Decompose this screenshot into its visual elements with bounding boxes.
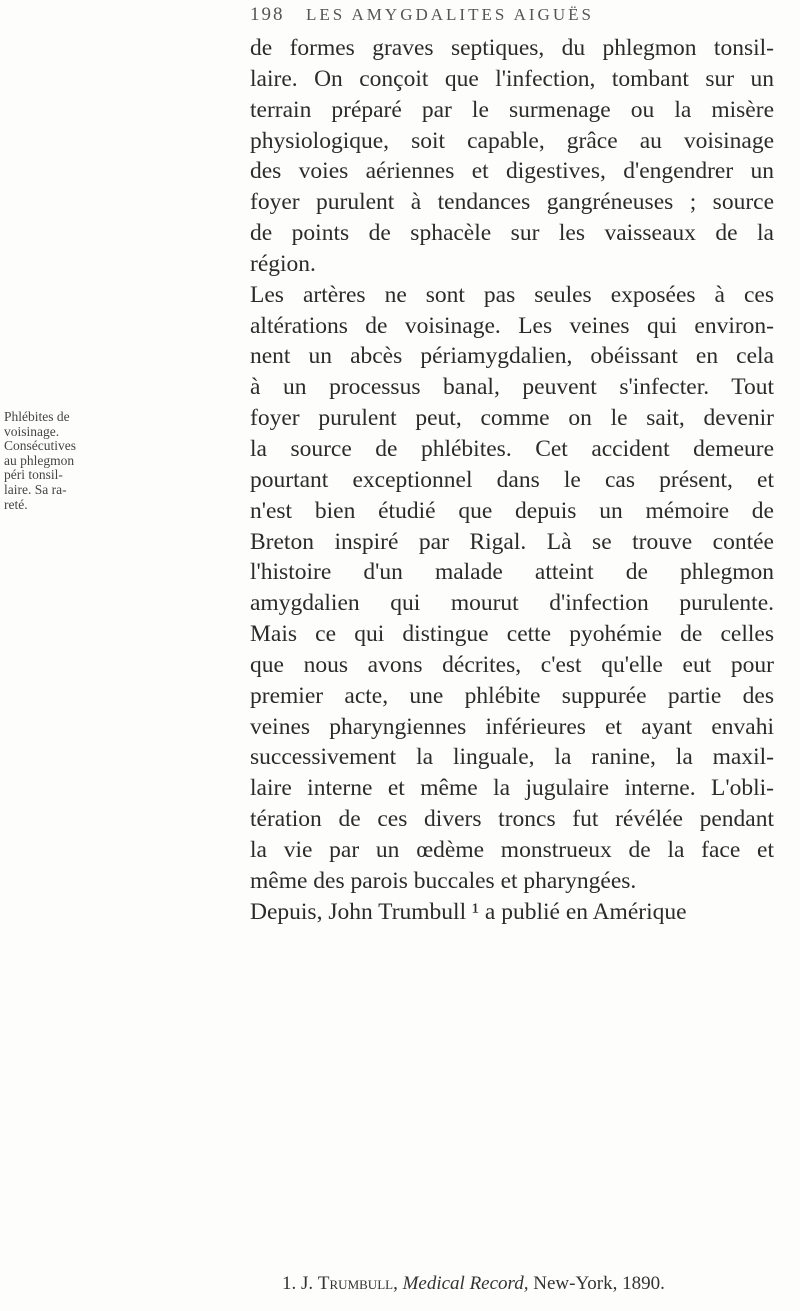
margin-note-line: reté. bbox=[4, 496, 28, 512]
text-line: de points de sphacèle sur les vaisseaux de la bbox=[250, 220, 774, 247]
text-line: amygdalien qui mourut d'infection purulente. bbox=[250, 590, 774, 617]
text-line: des voies aériennes et digestives, d'engendrer un bbox=[250, 158, 774, 185]
footnote-marker: 1. J. bbox=[282, 1273, 314, 1294]
text-line: la source de phlébites. Cet accident demeure bbox=[250, 435, 774, 462]
text-line: que nous avons décrites, c'est qu'elle eut pour bbox=[250, 651, 774, 678]
text-line: veines pharyngiennes inférieures et ayant envahi bbox=[250, 713, 774, 740]
margin-note-line: péri tonsil- bbox=[4, 467, 63, 483]
text-line: laire interne et même la jugulaire interne. L'obli- bbox=[250, 775, 774, 802]
text-line: Mais ce qui distingue cette pyohémie de celles bbox=[250, 621, 774, 648]
text-line: la vie par un œdème monstrueux de la face et bbox=[250, 836, 774, 863]
text-line: nent un abcès périamygdalien, obéissant en cela bbox=[250, 343, 774, 370]
text-line: successivement la linguale, la ranine, la maxil- bbox=[250, 744, 774, 771]
margin-note bbox=[4, 410, 96, 512]
running-header bbox=[250, 4, 680, 26]
footnote-place-date: New-York, 1890. bbox=[533, 1273, 665, 1294]
text-line: altérations de voisinage. Les veines qui environ- bbox=[250, 312, 774, 339]
page-number: 198 bbox=[250, 4, 285, 25]
margin-note-line: Phlébites de bbox=[4, 409, 70, 424]
text-line: laire. On conçoit que l'infection, tombant sur un bbox=[250, 65, 774, 92]
text-line: de formes graves septiques, du phlegmon tonsil- bbox=[250, 35, 774, 61]
text-line: premier acte, une phlébite suppurée partie des bbox=[250, 682, 774, 709]
margin-note-line: au phlegmon bbox=[4, 452, 75, 468]
text-line: région. bbox=[250, 250, 316, 277]
footnote-author: Trumbull, bbox=[317, 1273, 398, 1294]
text-line: physiologique, soit capable, grâce au voisinage bbox=[250, 127, 774, 154]
text-line: n'est bien étudié que depuis un mémoire de bbox=[250, 497, 774, 524]
footnote-journal: Medical Record, bbox=[402, 1273, 529, 1294]
text-line: tération de ces divers troncs fut révélée pendant bbox=[250, 806, 774, 833]
text-line: à un processus banal, peuvent s'infecter. Tout bbox=[250, 374, 774, 401]
margin-note-line: voisinage. bbox=[4, 423, 60, 439]
text-line: terrain préparé par le surmenage ou la misère bbox=[250, 96, 774, 123]
text-line: l'histoire d'un malade atteint de phlegmon bbox=[250, 559, 774, 586]
text-line: Depuis, John Trumbull ¹ a publié en Amérique bbox=[250, 898, 687, 925]
text-line: Les artères ne sont pas seules exposées à ces bbox=[250, 281, 774, 308]
body-text bbox=[250, 33, 774, 927]
running-title: LES AMYGDALITES AIGUËS bbox=[306, 5, 594, 24]
text-line: foyer purulent peut, comme on le sait, devenir bbox=[250, 405, 774, 432]
text-line: pourtant exceptionnel dans le cas présent, et bbox=[250, 466, 774, 493]
footnote bbox=[282, 1273, 782, 1295]
margin-note-line: Consécutives bbox=[4, 438, 76, 454]
text-line: Breton inspiré par Rigal. Là se trouve contée bbox=[250, 528, 774, 555]
text-line: même des parois buccales et pharyngées. bbox=[250, 867, 637, 894]
text-line: foyer purulent à tendances gangréneuses ; source bbox=[250, 189, 774, 216]
margin-note-line: laire. Sa ra- bbox=[4, 481, 67, 497]
